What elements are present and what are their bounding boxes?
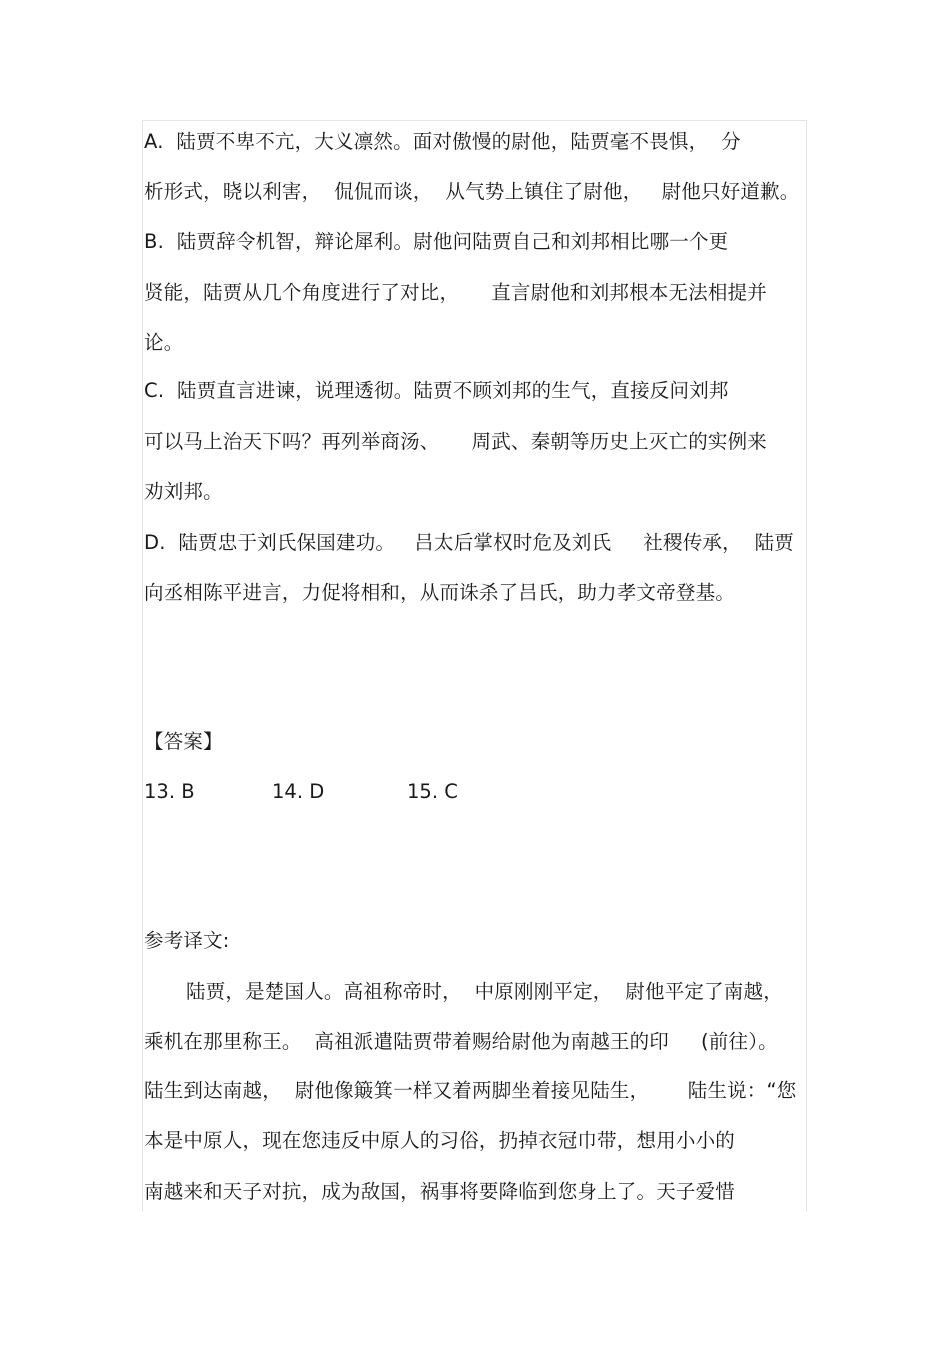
option-c-line-3: 劝刘邦。: [144, 480, 223, 503]
translation-line-3: 陆生到达南越， 尉他像簸箕一样又着两脚坐着接见陆生， 陆生说：“您: [144, 1079, 797, 1102]
answer-14: 14. D: [272, 780, 325, 803]
translation-line-5: 南越来和天子对抗，成为敌国，祸事将要降临到您身上了。天子爱惜: [144, 1180, 736, 1203]
translation-line-1: 陆贾，是楚国人。高祖称帝时， 中原刚刚平定， 尉他平定了南越，: [186, 980, 783, 1003]
option-d-line-1: D. 陆贾忠于刘氏保国建功。 吕太后掌权时危及刘氏 社稷传承， 陆贾: [144, 531, 794, 554]
option-c-line-1: C. 陆贾直言进谏，说理透彻。陆贾不顾刘邦的生气，直接反问刘邦: [144, 379, 729, 402]
option-d-line-2: 向丞相陈平进言，力促将相和，从而诛杀了吕氏，助力孝文帝登基。: [144, 581, 736, 604]
option-a-line-2: 析形式，晓以利害， 侃侃而谈， 从气势上镇住了尉他， 尉他只好道歉。: [144, 180, 800, 203]
translation-line-4: 本是中原人，现在您违反中原人的习俗，扔掉衣冠巾带，想用小小的: [144, 1129, 736, 1152]
answer-heading: 【答案】: [144, 730, 223, 753]
answer-13: 13. B: [144, 780, 195, 803]
option-b-line-1: B. 陆贾辞令机智，辩论犀利。尉他问陆贾自己和刘邦相比哪一个更: [144, 230, 729, 253]
option-c-line-2: 可以马上治天下吗？再列举商汤、 周武、秦朝等历史上灭亡的实例来: [144, 430, 767, 453]
option-b-line-2: 贤能，陆贾从几个角度进行了对比， 直言尉他和刘邦根本无法相提并: [144, 281, 767, 304]
translation-line-2: 乘机在那里称王。 高祖派遣陆贾带着赐给尉他为南越王的印 (前往）。: [144, 1030, 778, 1053]
answer-15: 15. C: [407, 780, 458, 803]
option-b-line-3: 论。: [144, 331, 184, 354]
translation-heading: 参考译文:: [144, 929, 230, 952]
option-a-line-1: A. 陆贾不卑不亢，大义凛然。面对傲慢的尉他，陆贾毫不畏惧， 分: [144, 130, 741, 153]
